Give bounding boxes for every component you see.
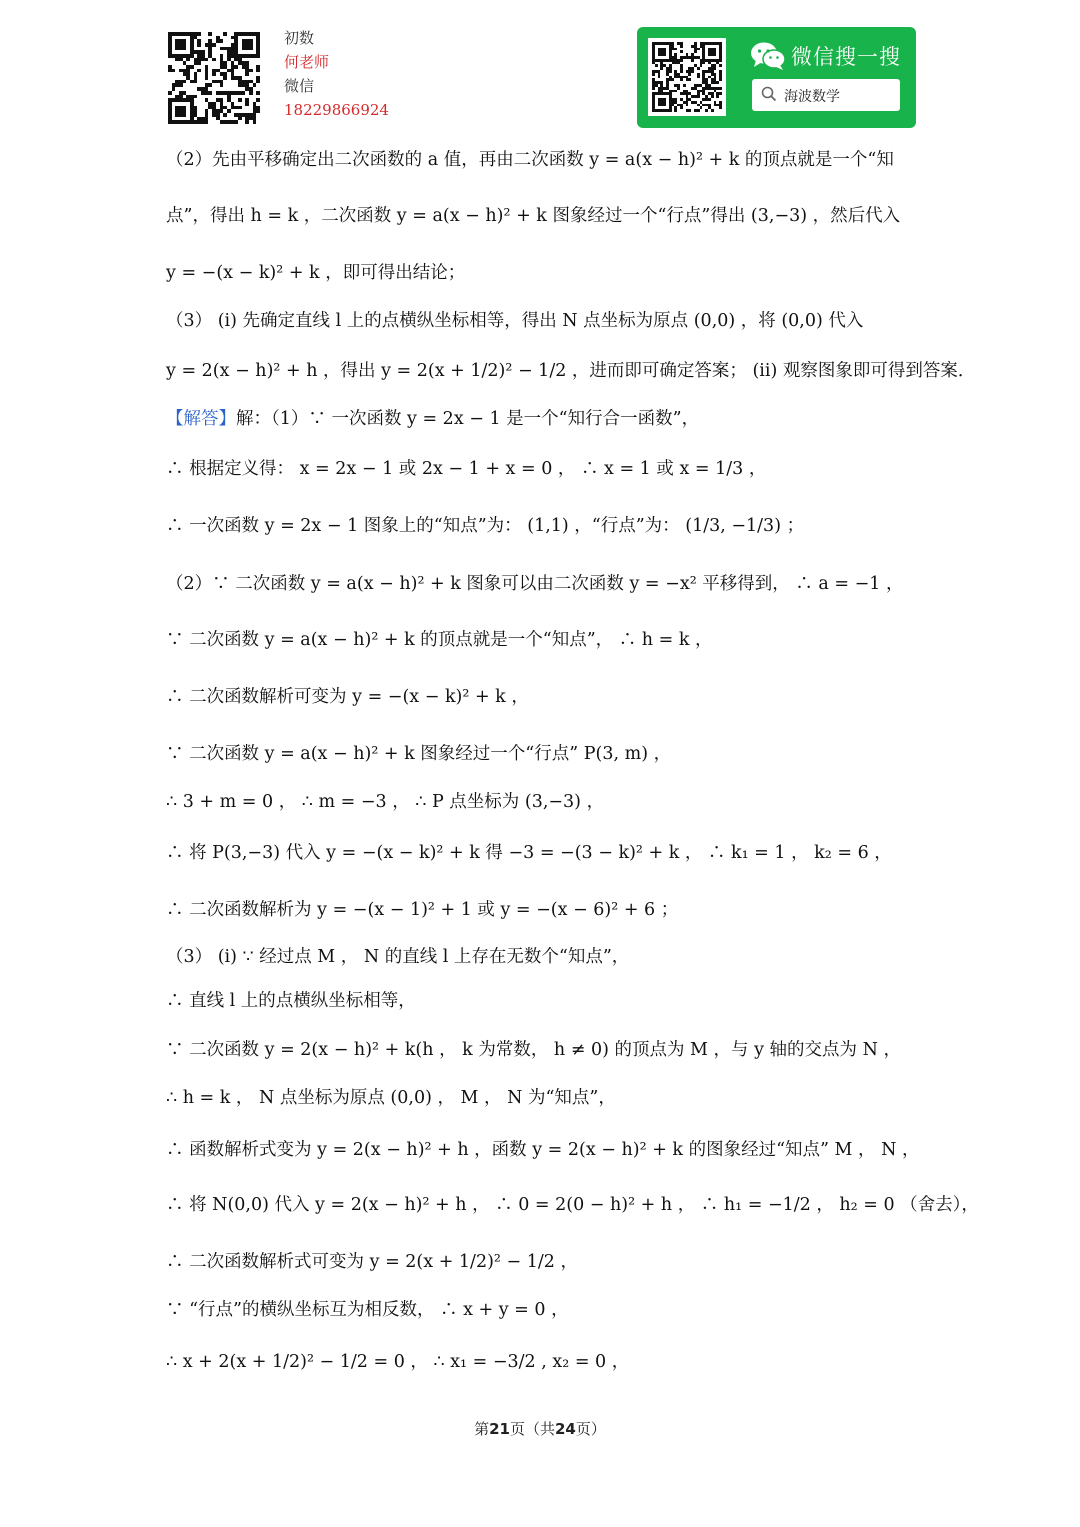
text-line: ∵ “行点”的横纵坐标互为相反数， ∴ x + y = 0 ， bbox=[166, 1300, 569, 1320]
answer-line bbox=[166, 407, 699, 431]
footer-middle: 页（共 bbox=[509, 1420, 555, 1438]
text-line: （2）∵ 二次函数 y = a(x − h)² + k 图象可以由二次函数 y = −x² 平移得到， ∴ a = −1 ， bbox=[166, 574, 904, 594]
qr-code-banner bbox=[652, 42, 722, 112]
text-line: y = −(x − k)² + k ，即可得出结论； bbox=[166, 263, 466, 283]
footer-prefix: 第 bbox=[474, 1420, 490, 1438]
text-line: ∵ 二次函数 y = a(x − h)² + k 的顶点就是一个“知点”， ∴ h = k ， bbox=[166, 630, 713, 650]
text-line: ∴ 函数解析式变为 y = 2(x − h)² + h ，函数 y = 2(x − h)² + k 的图象经过“知点” M ， N ， bbox=[166, 1140, 920, 1160]
text-line: （3） (i) ∵ 经过点 M ， N 的直线 l 上存在无数个“知点”， bbox=[166, 947, 630, 967]
text-line: ∴ x + 2(x + 1/2)² − 1/2 = 0 ， ∴ x₁ = −3/2 , x₂ = 0 ， bbox=[166, 1352, 630, 1372]
text-line: ∴ 3 + m = 0 ， ∴ m = −3 ， ∴ P 点坐标为 (3,−3) ， bbox=[166, 792, 605, 812]
page-total: 24 bbox=[555, 1420, 576, 1438]
contact-name: 何老师 bbox=[284, 53, 330, 71]
text-line: ∴ 二次函数解析为 y = −(x − 1)² + 1 或 y = −(x − 6)² + 6 ； bbox=[166, 900, 679, 920]
search-text: 海波数学 bbox=[784, 89, 840, 105]
text-line: ∴ 将 N(0,0) 代入 y = 2(x − h)² + h ， ∴ 0 = 2(0 − h)² + h ， ∴ h₁ = −1/2 ， h₂ = 0 （舍去）， bbox=[166, 1195, 979, 1215]
contact-phone: 18229866924 bbox=[284, 101, 389, 119]
answer-label: 【解答】 bbox=[166, 409, 236, 429]
text-line: ∴ 二次函数解析式可变为 y = 2(x + 1/2)² − 1/2 ， bbox=[166, 1252, 578, 1272]
text-line: （3） (i) 先确定直线 l 上的点横纵坐标相等，得出 N 点坐标为原点 (0,0) ，将 (0,0) 代入 bbox=[166, 311, 864, 331]
text-line: ∴ 根据定义得： x = 2x − 1 或 2x − 1 + x = 0 ， ∴ x = 1 或 x = 1/3 ， bbox=[166, 459, 767, 479]
wechat-icon bbox=[750, 41, 786, 71]
text-line: ∴ 将 P(3,−3) 代入 y = −(x − k)² + k 得 −3 = −(3 − k)² + k ， ∴ k₁ = 1 ， k₂ = 6 ， bbox=[166, 843, 892, 863]
text-line: 解：（1）∵ 一次函数 y = 2x − 1 是一个“知行合一函数”， bbox=[236, 409, 700, 429]
contact-line3: 微信 bbox=[284, 77, 315, 95]
text-line: ∵ 二次函数 y = a(x − h)² + k 图象经过一个“行点” P(3, m) ， bbox=[166, 744, 672, 764]
search-box[interactable] bbox=[752, 79, 900, 111]
brand-title: 微信搜一搜 bbox=[791, 45, 901, 69]
text-line: ∵ 二次函数 y = 2(x − h)² + k(h ， k 为常数， h ≠ 0) 的顶点为 M ，与 y 轴的交点为 N ， bbox=[166, 1040, 901, 1060]
footer-suffix: 页） bbox=[575, 1420, 606, 1438]
qr-code-left bbox=[168, 32, 260, 124]
qr-code-banner-frame bbox=[648, 38, 726, 116]
text-line: ∴ 一次函数 y = 2x − 1 图象上的“知点”为： (1,1) ，“行点”为： (1/3, −1/3) ； bbox=[166, 516, 805, 536]
text-line: ∴ 二次函数解析可变为 y = −(x − k)² + k ， bbox=[166, 687, 529, 707]
page-number: 21 bbox=[489, 1420, 510, 1438]
text-line: ∴ h = k ， N 点坐标为原点 (0,0) ， M ， N 为“知点”， bbox=[166, 1088, 616, 1108]
text-line: ∴ 直线 l 上的点横纵坐标相等， bbox=[166, 991, 416, 1011]
text-line: （2）先由平移确定出二次函数的 a 值，再由二次函数 y = a(x − h)² + k 的顶点就是一个“知 bbox=[166, 150, 894, 170]
contact-line1: 初数 bbox=[284, 29, 315, 47]
page-footer bbox=[0, 1418, 1080, 1439]
text-line: y = 2(x − h)² + h ，得出 y = 2(x + 1/2)² − 1/2 ，进而即可确定答案； (ii) 观察图象即可得到答案． bbox=[166, 361, 976, 381]
text-line: 点”，得出 h = k ，二次函数 y = a(x − h)² + k 图象经过一个“行点”得出 (3,−3) ，然后代入 bbox=[166, 206, 901, 226]
wechat-search-banner[interactable] bbox=[637, 27, 916, 128]
search-icon bbox=[761, 86, 777, 102]
contact-info bbox=[284, 26, 389, 122]
